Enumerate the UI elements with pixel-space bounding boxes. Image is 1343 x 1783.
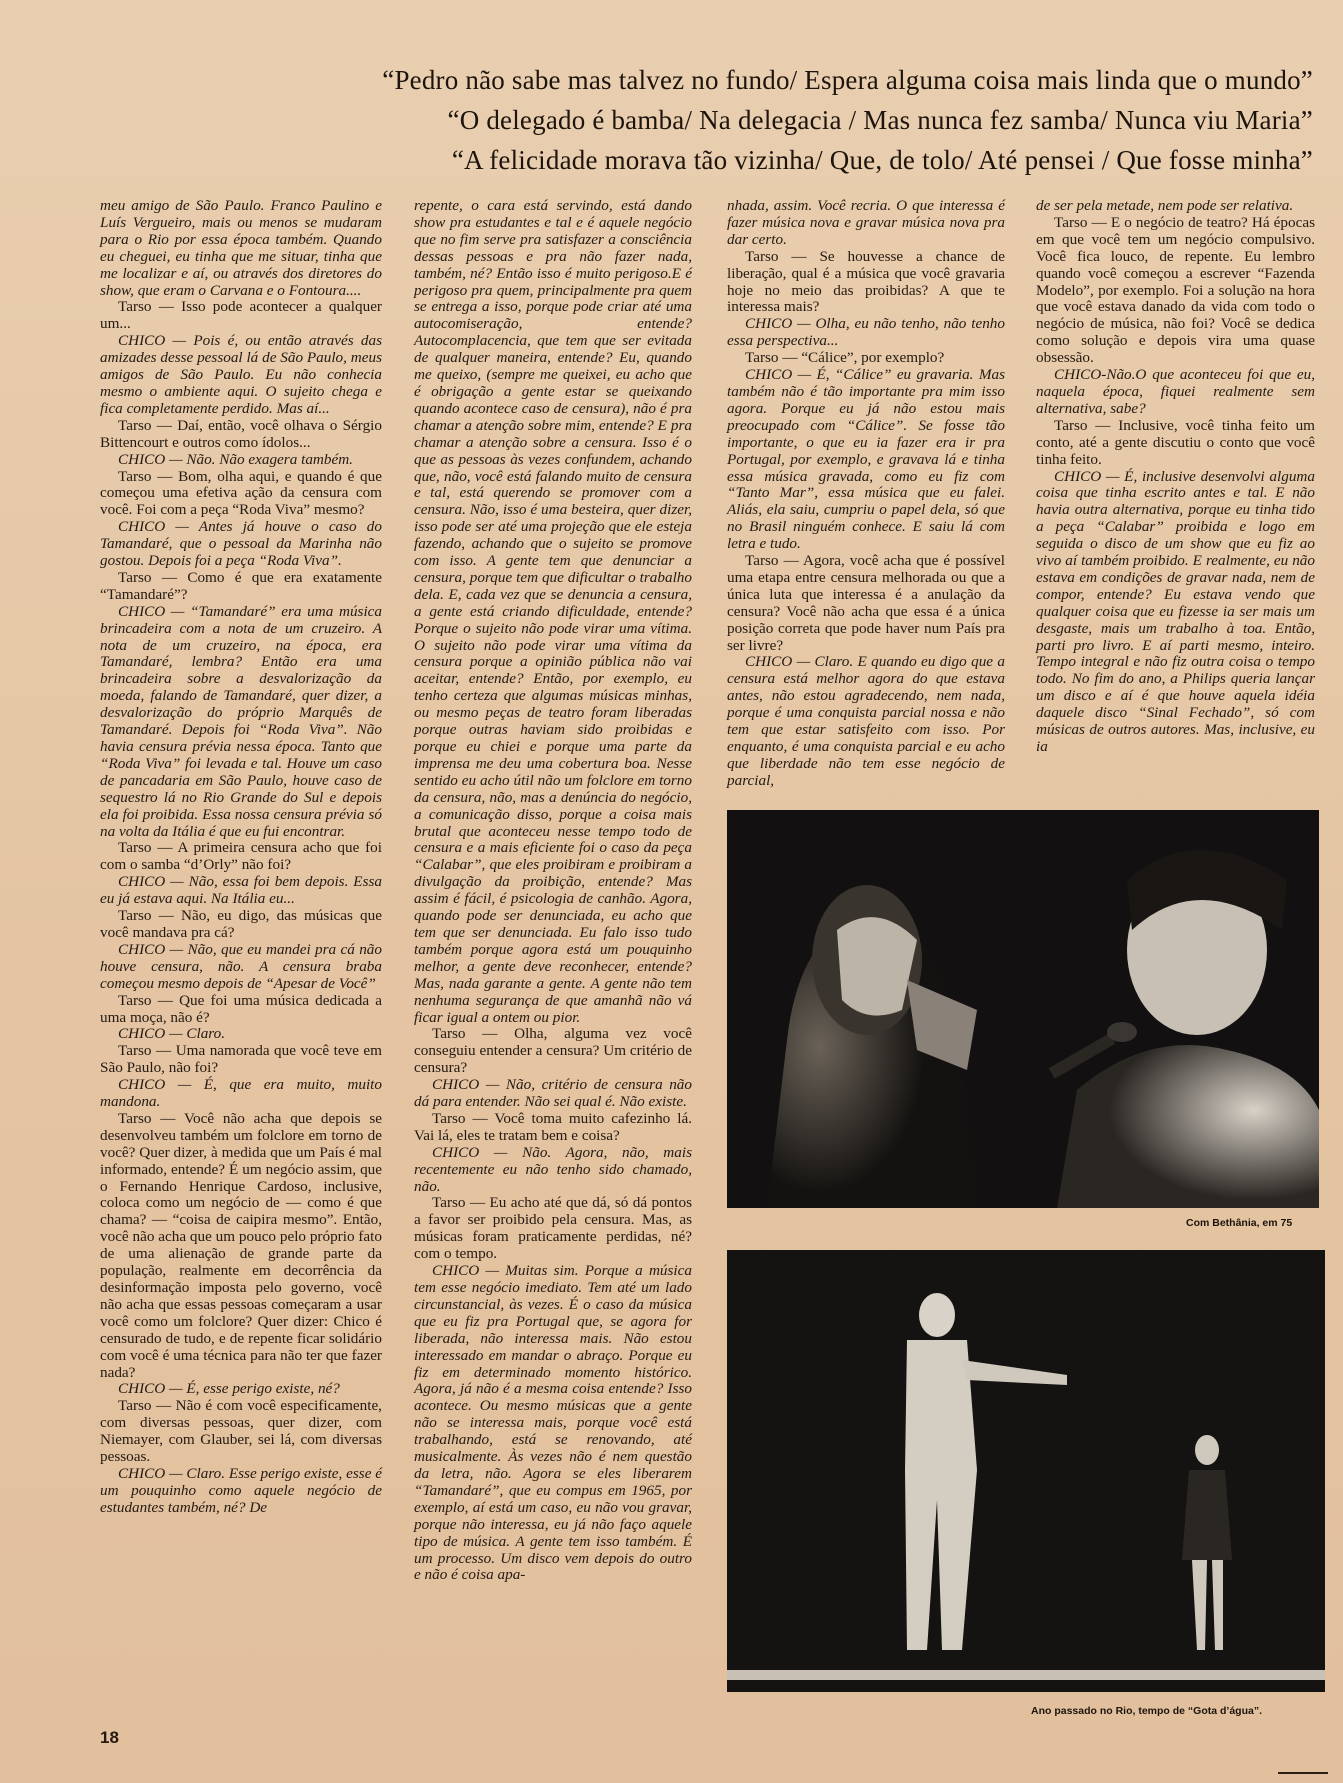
paragraph-text: Muitas sim. Porque a música tem esse negócio imediato. Tem até um lado circunstancial, às vezes. É o caso da música que eu fiz pra Portugal que, se agora for liberada, não interessa mais. Não estou interessado em mandar o abraço. Porque eu fiz em determinado momento histórico. Agora, já não é a mesma coisa entende? Isso acontece. Ou mesmo músicas que a gente não se interessa mais, porque você está trabalhando, está se renovando, até musicalmente. Às vezes não é nem questão da letra, não. Agora se eles liberarem “Tamandaré”, que eu compus em 1965, por exemplo, aí está um caso, eu não vou gravar, porque não interessa, eu já não faço aquele tipo de música. A gente tem isso também. É um processo. Um disco vem depois do outro e não é coisa apa- [414, 1262, 692, 1584]
speaker-label: CHICO — [118, 940, 188, 958]
quote-line: “O delegado é bamba/ Na delegacia / Mas nunca fez samba/ Nunca viu Maria” [447, 105, 1313, 135]
interview-paragraph [100, 1111, 382, 1382]
interview-paragraph [414, 1195, 692, 1263]
speaker-label: Tarso — [432, 1194, 490, 1212]
interview-paragraph [414, 1111, 692, 1145]
quote-line: “Pedro não sabe mas talvez no fundo/ Espera alguma coisa mais linda que o mundo” [382, 65, 1313, 95]
paragraph-text: Não. Agora, não, mais recentemente eu não tenho sido chamado, não. [414, 1143, 692, 1195]
speaker-label: CHICO — [118, 1380, 187, 1398]
speaker-label: CHICO — [118, 1076, 204, 1094]
speaker-label: CHICO — [1054, 467, 1125, 485]
speaker-label: CHICO — [432, 1076, 506, 1094]
interview-paragraph [414, 1026, 692, 1077]
speaker-label: Tarso — [1054, 213, 1111, 231]
interview-paragraph [100, 452, 382, 469]
paragraph-text: Claro. Esse perigo existe, esse é um pouquinho como aquele negócio de estudantes também, né? De [100, 1464, 382, 1516]
paragraph-text: Como é que era exatamente “Tamandaré”? [100, 568, 382, 603]
song-quotes [213, 60, 1313, 180]
interview-paragraph [100, 299, 382, 333]
paragraph-text: Antes já houve o caso do Tamandaré, que o pessoal da Marinha não gostou. Depois foi a peça “Roda Viva”. [100, 518, 382, 570]
interview-paragraph [100, 198, 382, 299]
paragraph-text: Se houvesse a chance de liberação, qual é a música que você gravaria hoje no meio das proibidas? A que te interessa mais? [727, 247, 1005, 316]
paragraph-text: Pois é, ou então através das amizades desse pessoal lá de São Paulo, meus amigos de São Paulo. Eu não conhecia mesmo o ambiente aqui. O sujeito chega e fica completamente perdido. Mas aí... [100, 332, 382, 417]
paragraph-text: Você não acha que depois se desenvolveu também um folclore em torno de você? Quer dizer, à medida que um País é mal informado, entende? É um negócio assim, que o Fernando Henrique Cardoso, inclusive, coloca como um negócio de — como é que chama? — “coisa de caipira mesmo”. Então, você não acha que um pouco pelo próprio fato de uma alienação de grande parte da população, realmente em decorrência da desinformação imposta pelo governo, você não acha que essas pessoas começaram a usar você como um folclore? Quer dizer: Chico é censurado de tudo, e de repente ficar solidário com você é uma técnica para não ter que fazer nada? [100, 1109, 383, 1381]
quote-line: “A felicidade morava tão vizinha/ Que, de tolo/ Até pensei / Que fosse minha” [451, 145, 1313, 175]
speaker-label: Tarso — [745, 247, 820, 265]
speaker-label: CHICO — [432, 1143, 523, 1161]
paragraph-text: É, “Cálice” eu gravaria. Mas também não é tão importante pra mim isso agora. Porque eu já não estou mais preocupado com “Cálice”. Se fosse tão importante, o que eu ia fazer era ir pra Portugal, por exemplo, e gravava lá e tinha essa música gravada, como eu fiz com “Tanto Mar”, essa música que eu falei. Aliás, ela saiu, cumpriu o papel dela, só que no Brasil ninguém conhece. E saiu lá com letra e tudo. [727, 366, 1005, 553]
interview-paragraph [727, 350, 1005, 367]
photo-caption: Com Bethânia, em 75 [1186, 1217, 1293, 1229]
paragraph-text: Não, eu digo, das músicas que você mandava pra cá? [100, 907, 382, 941]
interview-paragraph [100, 519, 382, 570]
paragraph-text: Olha, alguma vez você conseguiu entender a censura? Um critério de censura? [414, 1025, 692, 1077]
concert-photo-bethania [727, 810, 1319, 1208]
interview-paragraph [100, 1381, 382, 1398]
paragraph-text: É, que era muito, muito mandona. [100, 1076, 382, 1111]
speaker-label: CHICO — [118, 1464, 187, 1482]
page-number: 18 [100, 1728, 119, 1747]
speaker-label: Tarso — [118, 991, 180, 1009]
speaker-label: Tarso — [745, 349, 802, 367]
speaker-label: CHICO — [432, 1262, 506, 1280]
paragraph-text: Eu acho até que dá, só dá pontos a favor ser proibido pela censura. Mas, as músicas foram praticamente perdidas, né? com o tempo. [414, 1194, 692, 1263]
paragraph-text: “Tamandaré” era uma música brincadeira com a nota de um cruzeiro. A nota de um cruzeiro, na época, era Tamandaré, lembra? Então era uma brincadeira sobre a desvalorização da moeda, falando de Tamandaré, quer dizer, a desvalorização do próprio Marquês de Tamandaré. Depois foi “Roda Viva”. Não havia censura prévia nessa época. Tanto que “Roda Viva” foi levada e tal. Houve um caso de pancadaria em São Paulo, houve caso de sequestro lá no Rio Grande do Sul e depois ela foi proibida. Essa nossa censura prévia só na volta da Itália é que eu fui encontrar. [100, 602, 382, 840]
speaker-label: CHICO — [745, 366, 817, 384]
paragraph-text: Olha, eu não tenho, não tenho essa perspectiva... [727, 315, 1005, 350]
speaker-label: Tarso — [432, 1025, 515, 1043]
speaker-label: Tarso — [118, 1397, 176, 1415]
paragraph-text: meu amigo de São Paulo. Franco Paulino e Luís Vergueiro, mais ou menos se mudaram para o Rio por essa época também. Quando eu cheguei, eu tinha que me situar, tinha que me localizar e aí, ou através dos diretores do show, que eram o Carvana e o Fontoura.... [100, 197, 382, 299]
paragraph-text: É, inclusive desenvolvi alguma coisa que tinha escrito antes e tal. E não havia outra alternativa, porque eu tinha tido a peça “Calabar” proibida e logo em seguida o disco de um show que eu fiz ao vivo aí também proibido. E realmente, eu não estava em condições de gravar nada, nem de compor, entende? Eu estava vendo que qualquer coisa que eu fizesse ia ser mais um desgaste, mais um trabalho à toa. Então, parti pro livro. E aí parti mesmo, inteiro. Tempo integral e não fiz outra coisa o tempo todo. No fim do ano, a Philips queria lançar um disco e aí é que houve aquela idéia daquele disco “Sinal Fechado”, só com músicas de outros autores. Mas, inclusive, eu ia [1036, 467, 1315, 755]
interview-paragraph [100, 908, 382, 942]
speaker-label: CHICO — [118, 332, 194, 350]
interview-paragraph [727, 654, 1005, 789]
interview-paragraph [1036, 418, 1315, 469]
paragraph-text: nhada, assim. Você recria. O que interessa é fazer música nova e gravar música nova pra dar certo. [727, 197, 1005, 248]
speaker-label: CHICO — [745, 315, 816, 333]
paragraph-text: A primeira censura acho que foi com o samba “d’Orly” não foi? [100, 839, 382, 874]
interview-paragraph [100, 469, 382, 520]
interview-paragraph [100, 418, 382, 452]
paragraph-text: de ser pela metade, nem pode ser relativa. [1036, 197, 1294, 214]
interview-paragraph [100, 1043, 382, 1077]
paragraph-text: Claro. [186, 1025, 226, 1043]
interview-paragraph [100, 604, 382, 841]
footer-rule [1278, 1772, 1328, 1774]
interview-paragraph [100, 840, 382, 874]
interview-paragraph [1036, 469, 1315, 756]
speaker-label: Tarso — [432, 1109, 495, 1127]
paragraph-text: E o negócio de teatro? Há épocas em que você tem um negócio compulsivo. Você fica louco, de repente. Eu lembro quando você começou a escrever “Fazenda Modelo”, por exemplo. Foi a solução na hora que você estava danado da vida com todo o negócio de música, não foi? Você se dedica como solução e depois vira uma quase obsessão. [1036, 213, 1315, 367]
speaker-label: Tarso — [118, 467, 179, 485]
interview-paragraph [100, 1077, 382, 1111]
interview-paragraph [100, 1398, 382, 1466]
speaker-label: Tarso — [118, 416, 178, 434]
paragraph-text: Não, essa foi bem depois. Essa eu já estava aqui. Na Itália eu... [100, 873, 383, 908]
interview-paragraph [100, 942, 382, 993]
interview-paragraph [727, 198, 1005, 249]
paragraph-text: Claro. E quando eu digo que a censura está melhor agora do que estava antes, não estou agradecendo, nem nada, porque é uma conquista parcial nossa e não tem que estar satisfeito com isso. Por enquanto, é uma conquista parcial e eu acho que liberdade não tem esse negócio de parcial, [727, 653, 1005, 789]
interview-paragraph [100, 993, 382, 1027]
speaker-label: CHICO — [118, 1025, 187, 1043]
interview-paragraph [1036, 367, 1315, 418]
interview-paragraph [100, 333, 382, 418]
paragraph-text: “Cálice”, por exemplo? [801, 349, 945, 367]
paragraph-text: Não é com você especificamente, com diversas pessoas, quer dizer, com Niemayer, com Glauber, sei lá, com diversas pessoas. [100, 1397, 382, 1466]
paragraph-text: Não, critério de censura não dá para entender. Não sei qual é. Não existe. [414, 1076, 692, 1111]
interview-paragraph [727, 249, 1005, 317]
speaker-label: CHICO — [118, 602, 191, 620]
interview-paragraph [727, 367, 1005, 553]
speaker-label: CHICO — [118, 450, 187, 468]
paragraph-text: Que foi uma música dedicada a uma moça, não é? [100, 991, 382, 1026]
interview-paragraph [414, 1145, 692, 1196]
text-column-1 [100, 198, 382, 1517]
speaker-label: CHICO- [1054, 366, 1107, 384]
interview-paragraph [1036, 215, 1315, 367]
photo-caption: Ano passado no Rio, tempo de “Gota d’água”. [1031, 1705, 1263, 1717]
paragraph-text: Daí, então, você olhava o Sérgio Bittencourt e outros como ídolos... [100, 416, 382, 451]
interview-paragraph [100, 874, 382, 908]
interview-paragraph [414, 1263, 692, 1584]
speaker-label: CHICO — [745, 653, 815, 671]
speaker-label: CHICO — [118, 873, 189, 891]
paragraph-text: Isso pode acontecer a qualquer um... [100, 298, 382, 333]
interview-paragraph [414, 1077, 692, 1111]
speaker-label: Tarso — [118, 839, 178, 857]
paragraph-text: Agora, você acha que é possível uma etapa entre censura melhorada ou que a única luta que interessa é a anulação da censura? Você não acha que essa é a única posição correta que pode haver num País pra ser livre? [727, 552, 1005, 654]
interview-paragraph [1036, 198, 1315, 215]
speaker-label: Tarso — [745, 552, 803, 570]
text-column-3 [727, 198, 1005, 790]
paragraph-text: repente, o cara está servindo, está dando show pra estudantes e tal e é aquele negócio que no fim serve pra satisfazer a consciência dessas pessoas e pra não fazer nada, também, né? Então isso é muito perigoso.E é perigoso pra quem, principalmente pra quem se entrega a isso, porque pode criar até uma autocomiseração, entende? Autocomplacencia, que tem que ser evitada de qualquer maneira, entende? Eu, quando me queixo, (sempre me queixei, eu acho que é obrigação a gente estar se queixando quando acontece caso de censura), não é pra chamar a atenção sobre mim, entende? E pra chamar a atenção sobre a censura. Isso é o que as pessoas às vezes confundem, achando que, não, você está falando muito de censura e tal, está querendo se promover com a censura. Não, isso é uma besteira, quer dizer, isso pode ser até uma projeção que ele esteja fazendo, achando que o sujeito se promove com isso. A gente tem que denunciar a censura, porque tem que dificultar o trabalho dela. E, cada vez que se denuncia a censura, a gente está criando dificuldade, entende? Porque o sujeito não pode virar uma vítima. O sujeito não pode virar uma vítima da censura porque a opinião pública não vai aceitar, entende? Então, por exemplo, eu tenho certeza que algumas músicas minhas, ou mesmo peças de teatro foram liberadas porque outras haviam sido proibidas e porque eu chiei e porque uma parte da imprensa me deu uma cobertura boa. Nesse sentido eu acho útil não um folclore em torno da censura, não, mas a denúncia do negócio, a comunicação disso, porque a coisa mais brutal que aconteceu nesse tempo todo de censura e a mais eficiente foi o caso da peça “Calabar”, que eles proibiram e proibiram a divulgação da proibição, entende? Mas assim é fácil, é psicologia de canhão. Agora, quando pode ser denunciada, eu acho que tem que ser denunciada. Eu falo isso tudo também porque agora está um pouquinho melhor, a gente deve reconhecer, entende? Mas, nada garante a gente. A gente não tem nenhuma segurança de que amanhã não vá ficar igual a ontem ou pior. [414, 197, 692, 1026]
speaker-label: Tarso — [118, 1042, 176, 1060]
stage-photo-image [727, 1250, 1325, 1692]
interview-paragraph [727, 553, 1005, 654]
speaker-label: Tarso — [118, 568, 188, 586]
speaker-label: Tarso — [1054, 416, 1119, 434]
paragraph-text: Uma namorada que você teve em São Paulo, não foi? [100, 1042, 382, 1077]
speaker-label: Tarso — [118, 1109, 185, 1127]
paragraph-text: Inclusive, você tinha feito um conto, até a gente discutiu o conto que você tinha feito. [1036, 416, 1315, 468]
interview-paragraph [100, 1466, 382, 1517]
paragraph-text: É, esse perigo existe, né? [186, 1380, 340, 1398]
paragraph-text: Você toma muito cafezinho lá. Vai lá, eles te tratam bem e coisa? [414, 1109, 693, 1144]
concert-photo-image [727, 810, 1319, 1208]
speaker-label: CHICO — [118, 518, 199, 536]
text-column-2 [414, 198, 692, 1584]
paragraph-text: Não, que eu mandei pra cá não houve censura, não. A censura braba começou mesmo depois de “Apesar de Você” [100, 940, 382, 992]
interview-paragraph [414, 198, 692, 1026]
interview-paragraph [100, 570, 382, 604]
paragraph-text: Bom, olha aqui, e quando é que começou uma efetiva ação da censura com você. Foi com a peça “Roda Viva” mesmo? [100, 467, 382, 519]
paragraph-text: Não. Não exagera também. [186, 450, 353, 468]
text-column-4 [1036, 198, 1315, 756]
speaker-label: Tarso — [118, 907, 181, 925]
stage-photo-gota-dagua [727, 1250, 1325, 1692]
paragraph-text: Não.O que aconteceu foi que eu, naquela época, fiquei realmente sem alternativa, sabe? [1036, 366, 1315, 417]
speaker-label: Tarso — [118, 298, 182, 316]
interview-paragraph [100, 1026, 382, 1043]
interview-paragraph [727, 316, 1005, 350]
